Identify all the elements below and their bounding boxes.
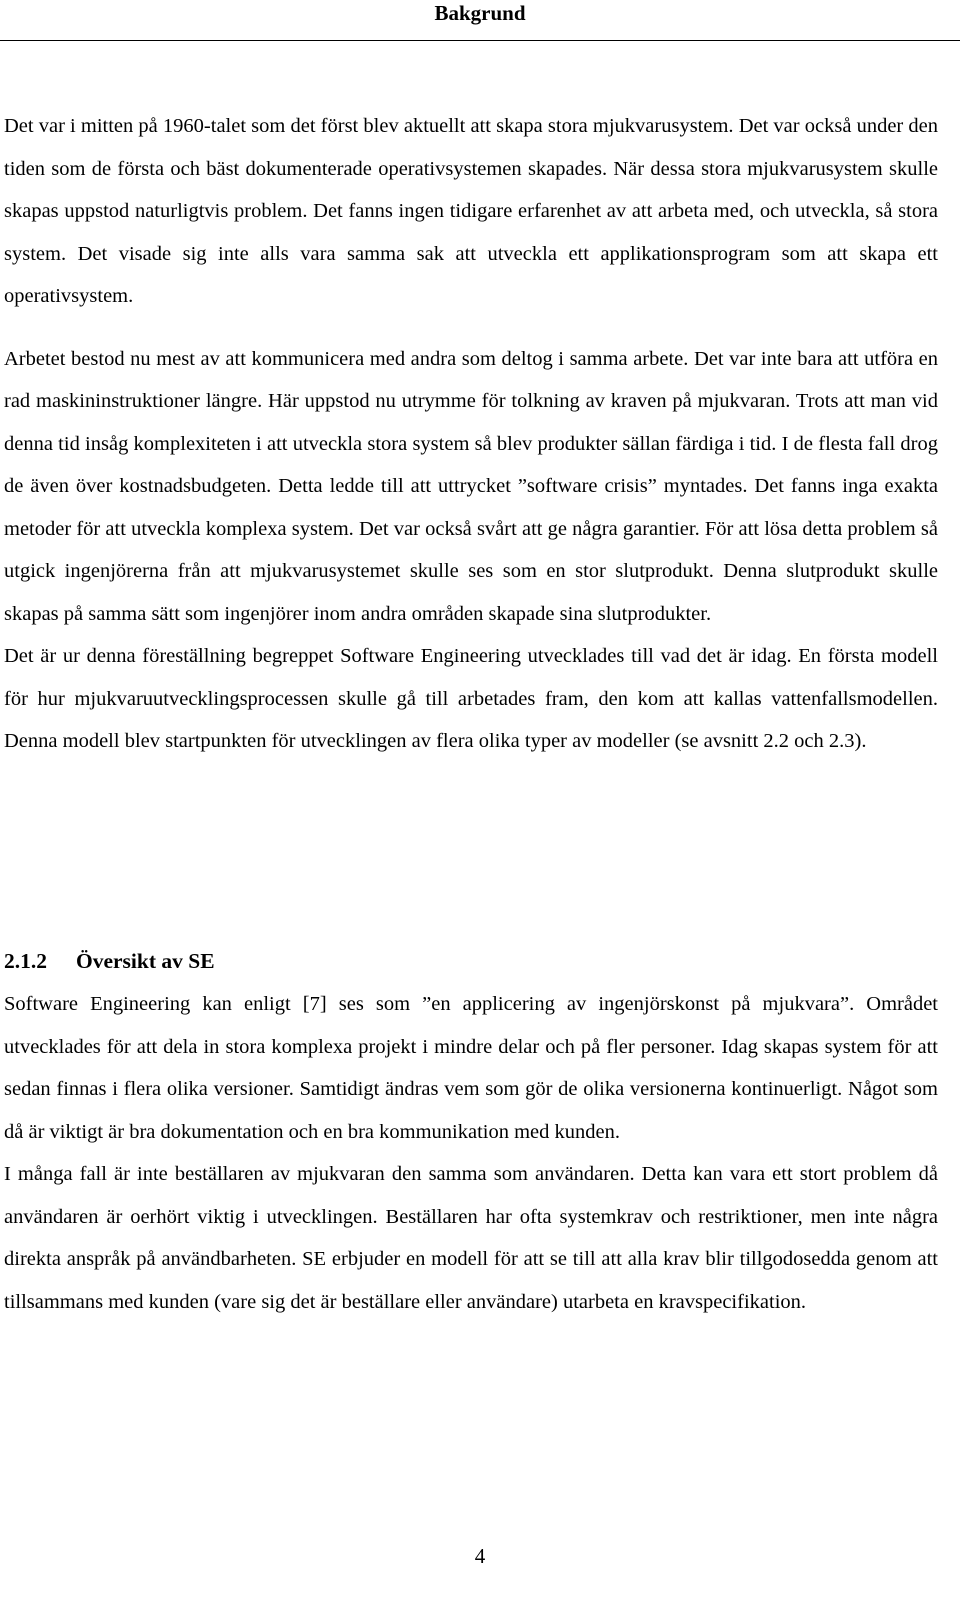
section-number: 2.1.2 bbox=[4, 949, 47, 973]
page-header-title: Bakgrund bbox=[434, 1, 526, 25]
paragraph: I många fall är inte beställaren av mjukvaran den samma som användaren. Detta kan vara ett stort problem då användaren är oerhört viktig i utvecklingen. Beställaren har ofta systemkrav och restriktioner, men inte några direkta anspråk på användbarheten. SE erbjuder en modell för att se till att alla krav blir tillgodosedda genom att tillsammans med kunden (vare sig det är beställare eller användare) utarbeta en kravspecifikation. bbox=[4, 1163, 938, 1313]
section-text bbox=[4, 983, 938, 1323]
paragraph: Det är ur denna föreställning begreppet Software Engineering utvecklades till vad det är idag. En första modell för hur mjukvaruutvecklingsprocessen skulle gå till arbetades fram, den kom att kallas vattenfallsmodellen. Denna modell blev startpunkten för utvecklingen av flera olika typer av modeller (se avsnitt 2.2 och 2.3). bbox=[4, 645, 938, 752]
paragraph: Software Engineering kan enligt [7] ses som ”en applicering av ingenjörskonst på mjukvara”. Området utvecklades för att dela in stora komplexa projekt i mindre delar och på fler personer. Idag skapas system för att sedan finnas i flera olika versioner. Samtidigt ändras vem som gör de olika versionerna kontinuerligt. Något som då är viktigt är bra dokumentation och en bra kommunikation med kunden. bbox=[4, 993, 938, 1143]
page-header bbox=[0, 0, 960, 41]
paragraph: Det var i mitten på 1960-talet som det först blev aktuellt att skapa stora mjukvarusystem. Det var också under den tiden som de första och bäst dokumenterade operativsystemen skapades. När dessa stora mjukvarusystem skulle skapas uppstod naturligtvis problem. Det fanns ingen tidigare erfarenhet av att arbeta med, och utveckla, så stora system. Det visade sig inte alls vara samma sak att utveckla ett applikationsprogram som att skapa ett operativsystem. bbox=[4, 115, 938, 307]
section-title: Översikt av SE bbox=[76, 949, 215, 973]
paragraph: Arbetet bestod nu mest av att kommunicera med andra som deltog i samma arbete. Det var inte bara att utföra en rad maskininstruktioner längre. Här uppstod nu utrymme för tolkning av kraven på mjukvaran. Trots att man vid denna tid insåg komplexiteten i att utveckla stora system så blev produkter sällan färdiga i tid. I de flesta fall drog de även över kostnadsbudgeten. Detta ledde till att uttrycket ”software crisis” myntades. Det fanns inga exakta metoder för att utveckla komplexa system. Det var också svårt att ge några garantier. För att lösa detta problem så utgick ingenjörerna från att mjukvarusystemet skulle ses som en stor slutprodukt. Denna slutprodukt skulle skapas på samma sätt som ingenjörer inom andra områden skapade sina slutprodukter. bbox=[4, 347, 938, 625]
page-number bbox=[0, 1543, 960, 1569]
section-heading bbox=[4, 940, 215, 982]
page-number-value: 4 bbox=[474, 1544, 486, 1568]
intro-text bbox=[4, 105, 938, 763]
